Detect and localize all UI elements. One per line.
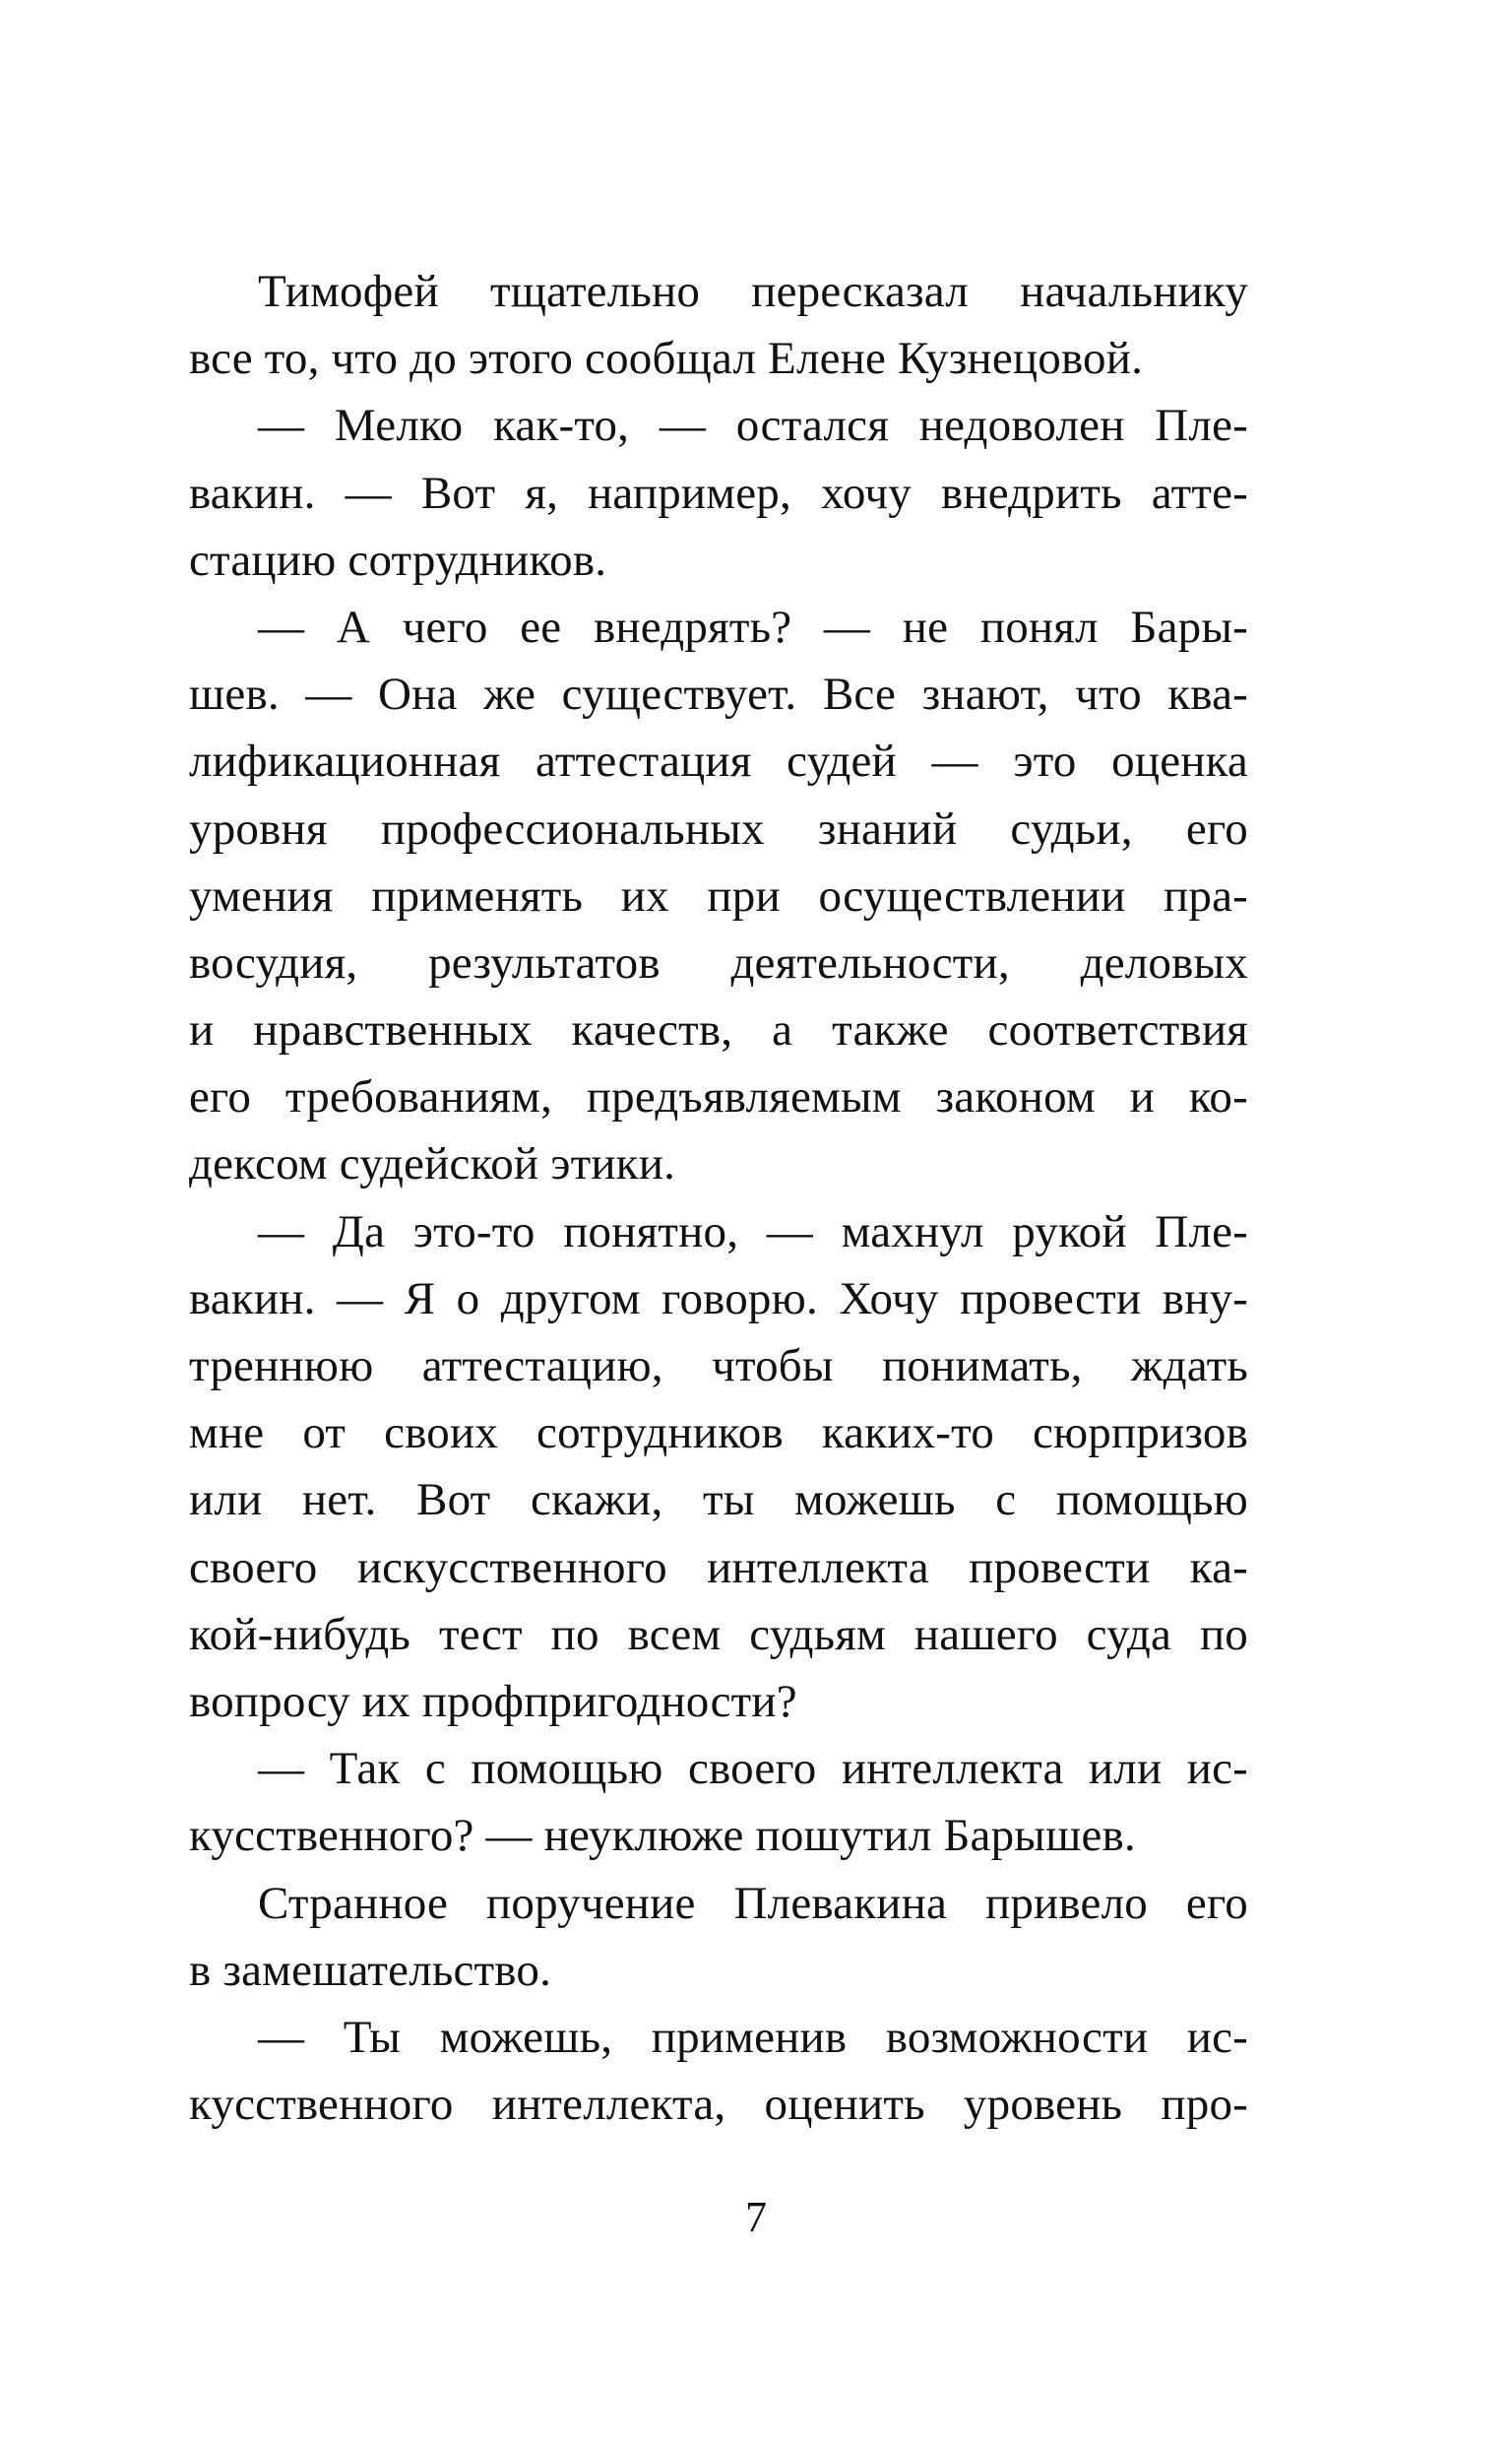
text-line: или нет. Вот скажи, ты можешь с помощью xyxy=(189,1474,1248,1526)
text-line: — Так с помощью своего интеллекта или ис- xyxy=(258,1743,1248,1795)
text-line: вакин. — Я о другом говорю. Хочу провести вну- xyxy=(189,1272,1248,1324)
text-line: треннюю аттестацию, чтобы понимать, ждать xyxy=(189,1340,1248,1391)
text-line: лификационная аттестация судей — это оценка xyxy=(189,736,1248,788)
page-number: 7 xyxy=(745,2193,767,2241)
text-line: вопросу их профпригодности? xyxy=(189,1675,797,1727)
text-line: в замешательство. xyxy=(189,1944,552,1996)
text-line: — Мелко как-то, — остался недоволен Пле- xyxy=(258,400,1248,452)
text-line: стацию сотрудников. xyxy=(189,534,607,586)
text-line: умения применять их при осуществлении пра- xyxy=(189,869,1248,922)
text-line: кусственного интеллекта, оценить уровень про- xyxy=(189,2079,1248,2131)
text-line: — Ты можешь, применив возможности ис- xyxy=(258,2011,1248,2063)
text-line: Тимофей тщательно пересказал начальнику xyxy=(258,266,1248,317)
text-line: и нравственных качеств, а также соответствия xyxy=(189,1004,1248,1057)
text-line: его требованиям, предъявляемым законом и ко- xyxy=(189,1071,1248,1124)
text-line: уровня профессиональных знаний судьи, его xyxy=(189,803,1248,855)
text-line: кусственного? — неуклюже пошутил Барышев. xyxy=(189,1810,1136,1862)
body-text xyxy=(189,258,1248,2138)
text-line: шев. — Она же существует. Все знают, что ква- xyxy=(189,669,1248,721)
text-line: кой-нибудь тест по всем судьям нашего суда по xyxy=(189,1608,1248,1660)
text-line: дексом судейской этики. xyxy=(189,1138,676,1190)
text-line: Странное поручение Плевакина привело его xyxy=(258,1877,1248,1929)
text-line: вакин. — Вот я, например, хочу внедрить атте- xyxy=(189,467,1248,519)
text-line: мне от своих сотрудников каких-то сюрпризов xyxy=(189,1407,1248,1459)
text-line: все то, что до этого сообщал Елене Кузнецовой. xyxy=(189,333,1144,385)
text-line: — А чего ее внедрять? — не понял Бары- xyxy=(258,601,1248,653)
text-line: своего искусственного интеллекта провести ка- xyxy=(189,1541,1248,1593)
text-line: восудия, результатов деятельности, деловых xyxy=(189,936,1248,989)
text-line: — Да это-то понятно, — махнул рукой Пле- xyxy=(258,1205,1248,1257)
